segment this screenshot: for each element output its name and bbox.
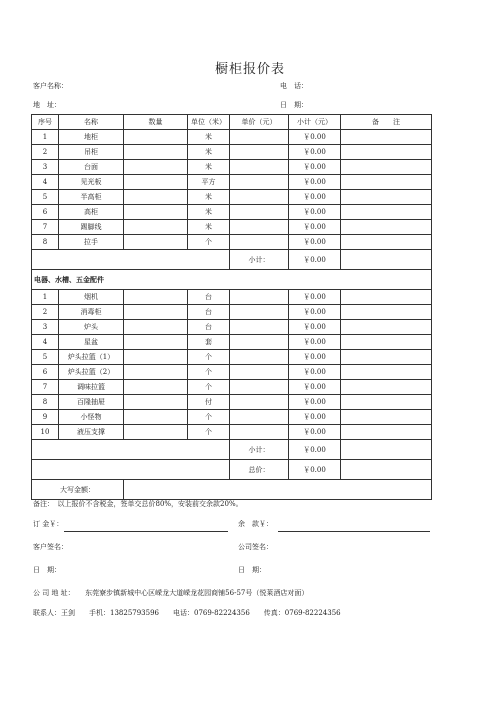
col-header-unit: 单位（米）	[188, 115, 230, 130]
row-remark[interactable]	[341, 425, 432, 440]
address-label: 地 址：	[33, 101, 61, 109]
row-no: 8	[32, 235, 59, 250]
row-price[interactable]	[230, 290, 289, 305]
row-unit: 个	[188, 350, 230, 365]
row-name: 液压支撑	[59, 425, 124, 440]
row-unit: 个	[188, 380, 230, 395]
date-label: 日 期：	[280, 101, 308, 109]
row-no: 3	[32, 320, 59, 335]
row-subtotal: ￥0.00	[289, 290, 341, 305]
row-name: 烟机	[59, 290, 124, 305]
subtotal-label: 总价：	[230, 460, 289, 480]
quote-table	[31, 114, 432, 500]
subtotal-value: ￥0.00	[289, 250, 341, 270]
row-remark[interactable]	[341, 145, 432, 160]
row-name: 地柜	[59, 130, 124, 145]
table-row	[32, 160, 432, 175]
row-no: 9	[32, 410, 59, 425]
row-unit: 台	[188, 290, 230, 305]
row-qty[interactable]	[124, 425, 188, 440]
row-no: 5	[32, 190, 59, 205]
table-row	[32, 410, 432, 425]
row-no: 4	[32, 175, 59, 190]
row-qty[interactable]	[124, 160, 188, 175]
row-price[interactable]	[230, 350, 289, 365]
row-no: 7	[32, 220, 59, 235]
row-no: 4	[32, 335, 59, 350]
row-price[interactable]	[230, 160, 289, 175]
subtotal-value: ￥0.00	[289, 460, 341, 480]
subtotal-value: ￥0.00	[289, 440, 341, 460]
customer-sign-label: 客户签名：	[33, 543, 68, 551]
row-subtotal: ￥0.00	[289, 130, 341, 145]
contact-info: 联系人：王剑 手机：13825793596 电话：0769-82224356 传真：0769-82224356	[33, 609, 341, 617]
row-unit: 米	[188, 160, 230, 175]
table-row	[32, 350, 432, 365]
row-no: 6	[32, 205, 59, 220]
row-price[interactable]	[230, 365, 289, 380]
row-remark[interactable]	[341, 395, 432, 410]
col-header-qty: 数量	[124, 115, 188, 130]
subtotal-row	[32, 440, 432, 460]
subtotal-spacer	[32, 250, 230, 270]
row-qty[interactable]	[124, 205, 188, 220]
customer-date-label: 日 期：	[33, 566, 61, 574]
row-subtotal: ￥0.00	[289, 425, 341, 440]
row-no: 3	[32, 160, 59, 175]
section-title-row	[32, 270, 432, 290]
col-header-subtotal: 小计（元）	[289, 115, 341, 130]
row-unit: 台	[188, 320, 230, 335]
row-name: 踢脚线	[59, 220, 124, 235]
subtotal-label: 小计：	[230, 250, 289, 270]
company-sign-label: 公司签名：	[238, 543, 273, 551]
customer-name-label: 客户名称：	[33, 82, 68, 90]
row-no: 8	[32, 395, 59, 410]
company-address: 公 司 地 址： 东莞寮步镇新城中心区嵘龙大道嵘龙花园商铺56-57号（悦莱酒店对面）	[33, 589, 309, 597]
row-remark[interactable]	[341, 350, 432, 365]
row-subtotal: ￥0.00	[289, 410, 341, 425]
row-name: 炉头拉篮（1）	[59, 350, 124, 365]
row-qty[interactable]	[124, 305, 188, 320]
col-header-price: 单价（元）	[230, 115, 289, 130]
row-price[interactable]	[230, 395, 289, 410]
row-unit: 个	[188, 425, 230, 440]
row-price[interactable]	[230, 305, 289, 320]
table-row	[32, 380, 432, 395]
row-no: 2	[32, 145, 59, 160]
row-no: 1	[32, 290, 59, 305]
row-name: 半高柜	[59, 190, 124, 205]
row-no: 5	[32, 350, 59, 365]
row-unit: 平方	[188, 175, 230, 190]
table-row	[32, 220, 432, 235]
balance-label: 余 款￥：	[238, 520, 273, 528]
row-name: 见光板	[59, 175, 124, 190]
phone-label: 电 话：	[280, 82, 308, 90]
row-name: 吊柜	[59, 145, 124, 160]
row-qty[interactable]	[124, 410, 188, 425]
row-price[interactable]	[230, 130, 289, 145]
row-price[interactable]	[230, 335, 289, 350]
row-no: 1	[32, 130, 59, 145]
table-row	[32, 425, 432, 440]
row-qty[interactable]	[124, 290, 188, 305]
row-no: 2	[32, 305, 59, 320]
row-unit: 个	[188, 410, 230, 425]
row-name: 炉头	[59, 320, 124, 335]
table-header-row	[32, 115, 432, 130]
row-remark[interactable]	[341, 205, 432, 220]
row-name: 消毒柜	[59, 305, 124, 320]
row-subtotal: ￥0.00	[289, 235, 341, 250]
row-subtotal: ￥0.00	[289, 365, 341, 380]
row-unit: 个	[188, 235, 230, 250]
note-text: 备注： 以上报价不含税金，签单交总价80%，安装前交余款20%。	[33, 500, 243, 508]
row-remark[interactable]	[341, 190, 432, 205]
row-unit: 台	[188, 305, 230, 320]
table-row	[32, 320, 432, 335]
row-subtotal: ￥0.00	[289, 395, 341, 410]
row-subtotal: ￥0.00	[289, 320, 341, 335]
row-qty[interactable]	[124, 320, 188, 335]
row-remark[interactable]	[341, 410, 432, 425]
row-remark[interactable]	[341, 235, 432, 250]
row-name: 调味拉篮	[59, 380, 124, 395]
company-date-label: 日 期：	[238, 566, 266, 574]
row-remark[interactable]	[341, 130, 432, 145]
row-qty[interactable]	[124, 220, 188, 235]
row-qty[interactable]	[124, 395, 188, 410]
deposit-label: 订 金￥：	[33, 520, 64, 528]
row-price[interactable]	[230, 320, 289, 335]
subtotal-remark	[341, 440, 432, 460]
row-remark[interactable]	[341, 305, 432, 320]
row-price[interactable]	[230, 205, 289, 220]
row-qty[interactable]	[124, 335, 188, 350]
row-name: 高柜	[59, 205, 124, 220]
row-unit: 米	[188, 205, 230, 220]
row-qty[interactable]	[124, 365, 188, 380]
subtotal-label: 小计：	[230, 440, 289, 460]
row-subtotal: ￥0.00	[289, 175, 341, 190]
row-price[interactable]	[230, 175, 289, 190]
capital-amount-value[interactable]	[124, 480, 432, 500]
row-unit: 套	[188, 335, 230, 350]
table-row	[32, 205, 432, 220]
row-qty[interactable]	[124, 380, 188, 395]
row-price[interactable]	[230, 145, 289, 160]
row-qty[interactable]	[124, 145, 188, 160]
row-qty[interactable]	[124, 130, 188, 145]
table-row	[32, 290, 432, 305]
subtotal-remark	[341, 460, 432, 480]
row-remark[interactable]	[341, 175, 432, 190]
table-row	[32, 365, 432, 380]
capital-amount-label: 大写金额：	[32, 480, 124, 500]
row-qty[interactable]	[124, 190, 188, 205]
table-row	[32, 130, 432, 145]
section-title: 电器、水槽、五金配件	[32, 270, 432, 290]
row-price[interactable]	[230, 190, 289, 205]
row-qty[interactable]	[124, 175, 188, 190]
row-subtotal: ￥0.00	[289, 305, 341, 320]
row-remark[interactable]	[341, 320, 432, 335]
table-row	[32, 145, 432, 160]
row-name: 台面	[59, 160, 124, 175]
row-subtotal: ￥0.00	[289, 350, 341, 365]
row-subtotal: ￥0.00	[289, 220, 341, 235]
row-unit: 米	[188, 190, 230, 205]
row-no: 6	[32, 365, 59, 380]
table-row	[32, 395, 432, 410]
row-remark[interactable]	[341, 365, 432, 380]
row-unit: 个	[188, 365, 230, 380]
subtotal-spacer	[32, 460, 230, 480]
col-header-name: 名称	[59, 115, 124, 130]
row-remark[interactable]	[341, 290, 432, 305]
row-price[interactable]	[230, 220, 289, 235]
col-header-no: 序号	[32, 115, 59, 130]
row-name: 炉头拉篮（2）	[59, 365, 124, 380]
row-price[interactable]	[230, 235, 289, 250]
row-no: 7	[32, 380, 59, 395]
row-qty[interactable]	[124, 350, 188, 365]
row-subtotal: ￥0.00	[289, 380, 341, 395]
capital-amount-row	[32, 480, 432, 500]
row-subtotal: ￥0.00	[289, 190, 341, 205]
row-remark[interactable]	[341, 335, 432, 350]
subtotal-row	[32, 460, 432, 480]
deposit-line[interactable]	[64, 531, 228, 532]
row-name: 星盆	[59, 335, 124, 350]
row-unit: 付	[188, 395, 230, 410]
row-price[interactable]	[230, 425, 289, 440]
table-row	[32, 175, 432, 190]
row-unit: 米	[188, 130, 230, 145]
row-name: 小怪物	[59, 410, 124, 425]
table-row	[32, 190, 432, 205]
row-subtotal: ￥0.00	[289, 160, 341, 175]
col-header-remark: 备 注	[341, 115, 432, 130]
subtotal-remark	[341, 250, 432, 270]
table-row	[32, 235, 432, 250]
table-row	[32, 305, 432, 320]
row-remark[interactable]	[341, 160, 432, 175]
row-price[interactable]	[230, 410, 289, 425]
row-unit: 米	[188, 145, 230, 160]
row-name: 拉手	[59, 235, 124, 250]
row-subtotal: ￥0.00	[289, 145, 341, 160]
row-unit: 米	[188, 220, 230, 235]
row-subtotal: ￥0.00	[289, 205, 341, 220]
row-remark[interactable]	[341, 220, 432, 235]
balance-line[interactable]	[278, 531, 430, 532]
row-name: 百隆抽屉	[59, 395, 124, 410]
row-subtotal: ￥0.00	[289, 335, 341, 350]
row-no: 10	[32, 425, 59, 440]
page-title: 橱柜报价表	[214, 62, 285, 77]
table-row	[32, 335, 432, 350]
row-qty[interactable]	[124, 235, 188, 250]
row-remark[interactable]	[341, 380, 432, 395]
row-price[interactable]	[230, 380, 289, 395]
subtotal-row	[32, 250, 432, 270]
subtotal-spacer	[32, 440, 230, 460]
